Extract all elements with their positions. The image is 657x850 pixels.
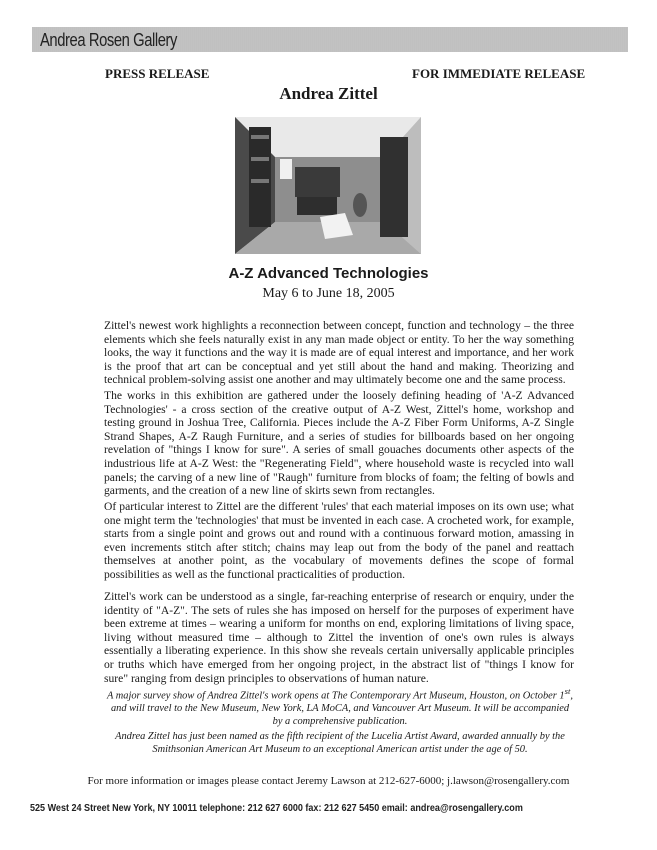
award-note: Andrea Zittel has just been named as the fifth recipient of the Lucelia Artist Award, awarded annually by the Smithsonian American Art Museum to an exceptional American artist under the age of 50. [115,731,565,755]
footer-address: 525 West 24 Street New York, NY 10011 telephone: 212 627 6000 fax: 212 627 5450 email: andrea@rosengallery.com [30,802,523,814]
survey-note-text-a: A major survey show of Andrea Zittel's work opens at The Contemporary Art Museum, Houston, on October 1 [107,690,565,702]
immediate-release-label: FOR IMMEDIATE RELEASE [412,66,586,81]
press-release-label: PRESS RELEASE [105,66,210,81]
artist-name: Andrea Zittel [279,84,378,103]
body-paragraph-4: Zittel's work can be understood as a single, far-reaching enterprise of research or enquiry, under the identity of "A-Z". The sets of rules she has imposed on herself for the purposes of experiment have been extreme at times – wearing a uniform for months on end, exploring limitations of living space, living without measured time – although to Zittel the invention of one's own rules is always essentially a liberating experience. In this show she reveals certain universally applicable principles or truths which have emerged from her ongoing project, in the abstract list of "things I know for sure" ranging from design principles to observations of human nature. [104,590,574,685]
installation-photo-graphic [235,117,421,254]
contact-line: For more information or images please contact Jeremy Lawson at 212-627-6000; j.lawson@rosengallery.com [87,775,570,787]
survey-note [105,685,575,728]
installation-photo [235,117,421,254]
survey-note-superscript: st [564,686,571,696]
body-paragraph-3: Of particular interest to Zittel are the different 'rules' that each material imposes on its own use; what one might term the 'technologies' that must be invented in each case. A crocheted work, for example, starts from a single point and grows out and round with a continuous forward motion, amassing in even increments stitch after stitch; chains may leap out from the body of the panel and reattach themselves at another point, as the vocabulary of movements defines the scope of formal possibilities as well as the functional practicalities of production. [104,500,574,581]
exhibition-dates: May 6 to June 18, 2005 [262,286,395,301]
body-paragraph-2: The works in this exhibition are gathered under the loosely defining heading of 'A-Z Advanced Technologies' - a cross section of the creative output of A-Z West, Zittel's home, workshop and testing ground in Joshua Tree, California. Pieces include the A-Z Fiber Form Uniforms, A-Z Single Strand Shapes, A-Z Raugh Furniture, and a series of studies for billboards based on her ongoing revelation of "things I know for sure". A series of small gouaches documents other aspects of the industrious life at A-Z West: the "Regenerating Field", where household waste is recycled into wall panels; the carving of a new line of "Raugh" furniture from blocks of foam; the felting of bowls and garments, and the creation of a new line of skirts sewn from rectangles. [104,389,574,498]
body-paragraph-1: Zittel's newest work highlights a reconnection between concept, function and technology – the three elements which she feels naturally exist in any man made object or entity. To her the way something looks, the way it functions and the way it is made are of equal interest and importance, and her work is the proof that art can be conceptual and yet still about the hand and making. Theorizing and technical problem-solving assist one another and may ultimately become one and the same process. [104,319,574,387]
exhibition-title: A-Z Advanced Technologies [228,265,429,282]
gallery-name: Andrea Rosen Gallery [40,30,178,50]
survey-note-text-b: , and will travel to the New Museum, New York, LA MoCA, and Vancouver Art Museum. It will be accompanied by a comprehensive publication. [110,690,573,727]
